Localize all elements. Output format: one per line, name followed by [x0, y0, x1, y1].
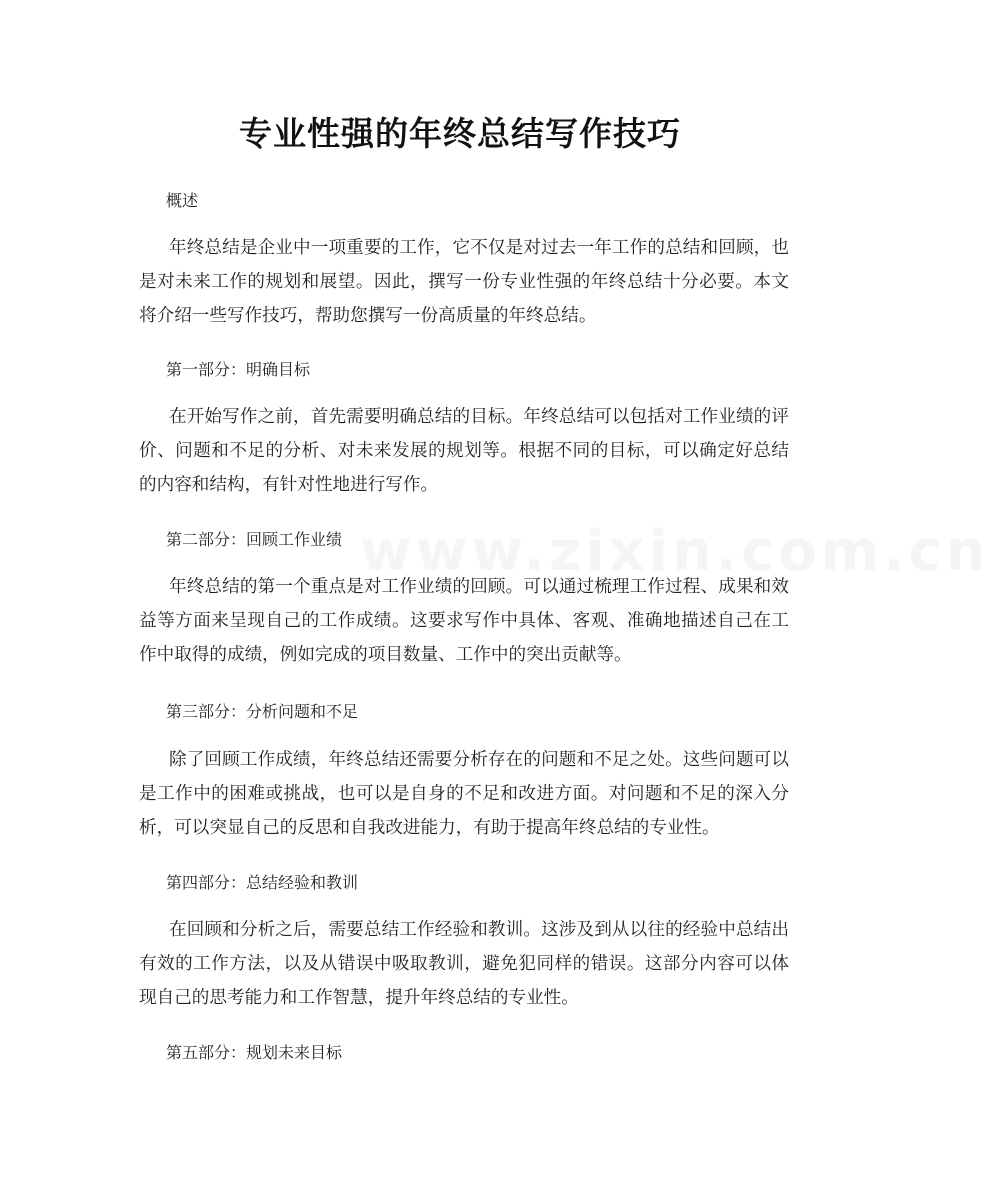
section-heading-part4: 第四部分：总结经验和教训: [166, 873, 359, 892]
watermark: www.zixin.com.cn: [360, 519, 990, 584]
section-heading-part3: 第三部分：分析问题和不足: [166, 702, 359, 721]
section-paragraph-overview: 年终总结是企业中一项重要的工作，它不仅是对过去一年工作的总结和回顾，也是对未来工作的规划和展望。因此，撰写一份专业性强的年终总结十分必要。本文将介绍一些写作技巧，帮助您撰写一份高质量的年终总结。: [139, 238, 789, 326]
section-paragraph-part2: 年终总结的第一个重点是对工作业绩的回顾。可以通过梳理工作过程、成果和效益等方面来呈现自己的工作成绩。这要求写作中具体、客观、准确地描述自己在工作中取得的成绩，例如完成的项目数量、工作中的突出贡献等。: [139, 577, 789, 665]
section-heading-part2: 第二部分：回顾工作业绩: [166, 530, 343, 549]
section-heading-overview: 概述: [166, 191, 199, 210]
section-heading-part1: 第一部分：明确目标: [166, 360, 311, 379]
section-paragraph-part4: 在回顾和分析之后，需要总结工作经验和教训。这涉及到从以往的经验中总结出有效的工作方法，以及从错误中吸取教训，避免犯同样的错误。这部分内容可以体现自己的思考能力和工作智慧，提升年终总结的专业性。: [139, 920, 789, 1008]
section-heading-part5: 第五部分：规划未来目标: [166, 1043, 343, 1062]
page-title: 专业性强的年终总结写作技巧: [239, 114, 681, 153]
section-paragraph-part3: 除了回顾工作成绩，年终总结还需要分析存在的问题和不足之处。这些问题可以是工作中的困难或挑战，也可以是自身的不足和改进方面。对问题和不足的深入分析，可以突显自己的反思和自我改进能力，有助于提高年终总结的专业性。: [139, 750, 789, 838]
section-paragraph-part1: 在开始写作之前，首先需要明确总结的目标。年终总结可以包括对工作业绩的评价、问题和不足的分析、对未来发展的规划等。根据不同的目标，可以确定好总结的内容和结构，有针对性地进行写作。: [139, 407, 789, 495]
